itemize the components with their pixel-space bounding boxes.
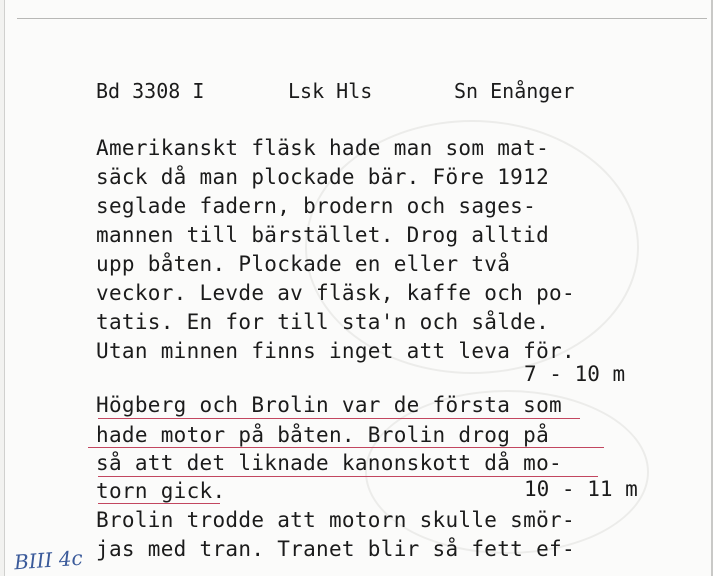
text-line: mannen till bärstället. Drog alltid [96, 223, 550, 247]
handwritten-margin-note: BIII 4c [13, 545, 84, 575]
text-line: veckor. Levde av fläsk, kaffe och po- [96, 281, 575, 305]
text-line: jas med tran. Tranet blir så fett ef- [96, 537, 575, 561]
province-code: Lsk Hls [288, 79, 373, 103]
red-underline [88, 447, 604, 448]
parish-name: Sn Enånger [454, 79, 575, 103]
text-line: Utan minnen finns inget att leva för. [96, 339, 575, 363]
underlined-text-line: så att det liknade kanonskott då mo- [96, 451, 562, 475]
record-reference: Bd 3308 I [96, 79, 205, 103]
text-line: upp båten. Plockade en eller två [96, 252, 511, 276]
text-line: Brolin trodde att motorn skulle smör- [96, 508, 575, 532]
text-line: tatis. En for till sta'n och sålde. [96, 310, 550, 334]
red-underline [98, 503, 220, 504]
time-range: 10 - 11 m [524, 477, 638, 501]
red-underline [98, 476, 598, 477]
underlined-text-line: hade motor på båten. Brolin drog på [96, 423, 550, 447]
text-line: säck då man plockade bär. Före 1912 [96, 165, 550, 189]
red-underline [98, 418, 580, 419]
text-line: Amerikanskt fläsk hade man som mat- [96, 136, 550, 160]
underlined-text-line: torn gick. [96, 479, 226, 503]
underlined-text-line: Högberg och Brolin var de första som [96, 393, 562, 417]
card-top-rule [17, 18, 707, 19]
time-range: 7 - 10 m [524, 362, 626, 386]
text-line: seglade fadern, brodern och sages- [96, 194, 537, 218]
